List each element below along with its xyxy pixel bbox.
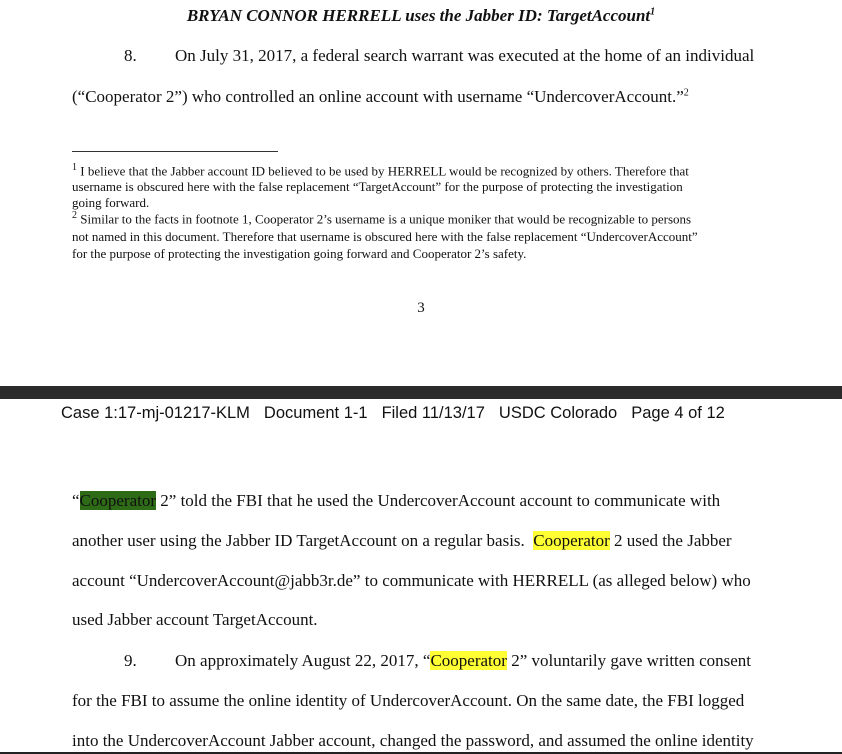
footnote-1-line-1 [72,162,689,179]
filed-date: Filed 11/13/17 [381,404,485,422]
page-number: 3 [417,300,425,316]
highlight-cooperator-yellow-1[interactable]: Cooperator [533,531,610,550]
document-number: Document 1-1 [263,404,368,422]
paragraph-9-line-1-after: 2” voluntarily gave written consent [506,651,752,670]
continued-line-2-before: another user using the Jabber ID TargetAccount on a regular basis. [72,531,534,550]
paragraph-9-line-1-before: On approximately August 22, 2017, “ [175,651,431,670]
footnote-1-line-2: username is obscured here with the false replacement “TargetAccount” for the purpose of protecting the investigation [72,179,683,194]
footnote-ref-2[interactable]: 2 [683,87,689,99]
footnote-2-line-3: for the purpose of protecting the investigation going forward and Cooperator 2’s safety. [72,246,527,261]
paragraph-9-number: 9. [124,651,137,670]
paragraph-9-line-1 [175,651,751,671]
footnote-1-text-1: I believe that the Jabber account ID believed to be used by HERRELL would be recognized by others. Therefore that [80,163,689,179]
paragraph-8-line-2 [72,87,689,107]
section-heading-text: BRYAN CONNOR HERRELL uses the Jabber ID: TargetAccount [186,6,651,25]
paragraph-9-line-2: for the FBI to assume the online identity of UndercoverAccount. On the same date, the FBI logged [72,691,745,710]
paragraph-9-line-3: into the UndercoverAccount Jabber account, changed the password, and assumed the online identity [72,731,754,750]
section-heading [0,6,842,26]
continued-line-1-rest: 2” told the FBI that he used the UndercoverAccount account to communicate with [156,491,721,510]
highlight-cooperator-yellow-2[interactable]: Cooperator [430,651,507,670]
case-number: Case 1:17-mj-01217-KLM [61,404,250,422]
footnote-2-text-1: Similar to the facts in footnote 1, Cooperator 2’s username is a unique moniker that would be recognizable to persons [80,211,692,227]
footnote-ref-1[interactable]: 1 [650,6,656,18]
continued-line-2-after: 2 used the Jabber [609,531,732,550]
open-quote: “ [72,491,80,510]
footnote-2-marker: 2 [72,210,77,221]
continued-line-4: used Jabber account TargetAccount. [72,610,318,629]
highlight-cooperator-green[interactable]: Cooperator [79,491,157,510]
page-indicator: Page 4 of 12 [631,404,725,422]
court-name: USDC Colorado [498,404,618,422]
continued-line-3: account “UndercoverAccount@jabb3r.de” to communicate with HERRELL (as alleged below) who [72,571,751,590]
paragraph-8-line-1: On July 31, 2017, a federal search warrant was executed at the home of an individual [175,46,755,65]
footnote-2-line-2: not named in this document. Therefore that username is obscured here with the false replacement “UndercoverAccount” [72,229,698,244]
continued-line-1 [72,491,720,511]
footnote-1-marker: 1 [72,162,77,173]
footnote-divider [72,151,278,152]
continued-line-2 [72,531,732,551]
paragraph-8-line-2-text: (“Cooperator 2”) who controlled an online account with username “UndercoverAccount.” [72,87,684,106]
case-header [61,404,739,423]
footnote-2-line-1 [72,210,691,227]
paragraph-8-number: 8. [124,46,137,65]
footnote-1-line-3: going forward. [72,195,150,210]
page-break-separator [0,386,842,399]
